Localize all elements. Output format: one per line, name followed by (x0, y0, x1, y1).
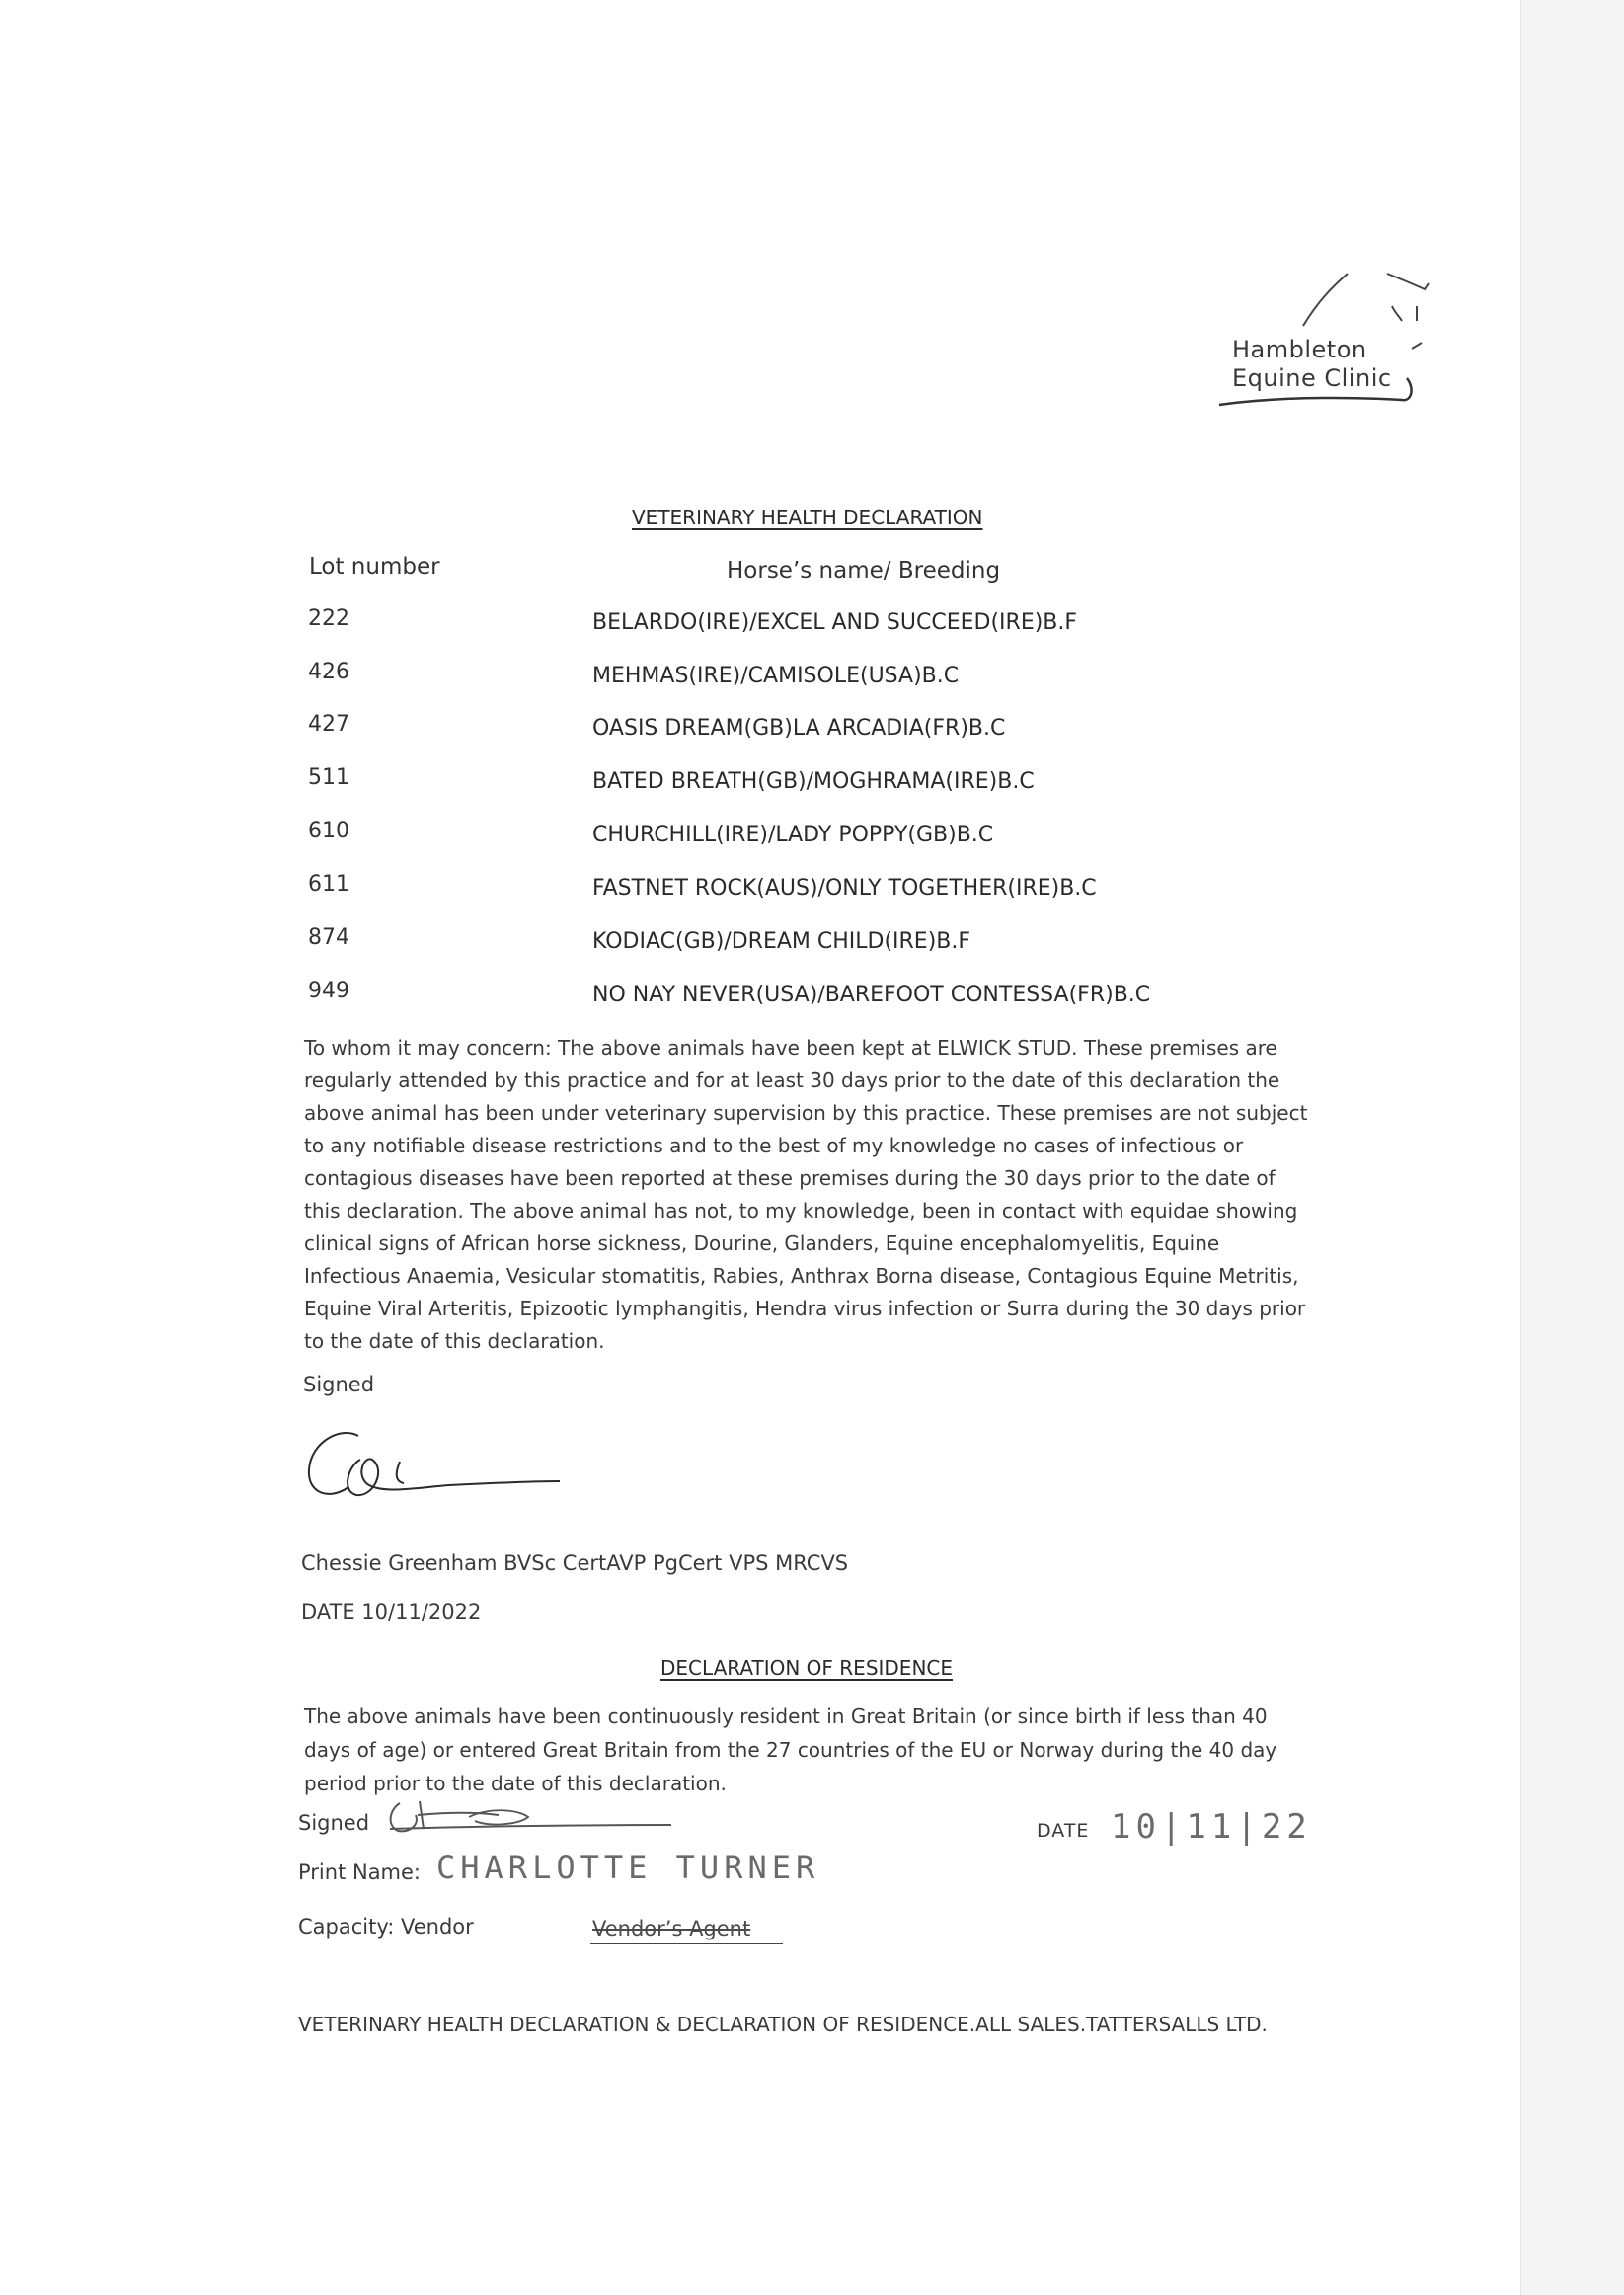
vendor-agent-underline (590, 1943, 783, 1944)
lot-number: 611 (308, 872, 349, 897)
clinic-name-line1: Hambleton (1232, 336, 1367, 363)
paragraph-line: to the date of this declaration. (304, 1329, 605, 1353)
vet-signature (301, 1422, 568, 1511)
print-name-handwritten: CHARLOTTE TURNER (436, 1849, 820, 1886)
capacity-label: Capacity: Vendor (298, 1915, 474, 1939)
vendor-date-handwritten: 10|11|22 (1111, 1807, 1312, 1847)
paragraph-line: Infectious Anaemia, Vesicular stomatitis, Rabies, Anthrax Borna disease, Contagious Equine Metritis, (304, 1264, 1299, 1288)
lot-number: 949 (308, 979, 349, 1003)
declaration-title: VETERINARY HEALTH DECLARATION (632, 506, 983, 529)
clinic-name-line2: Equine Clinic (1232, 364, 1392, 392)
lot-number-header: Lot number (309, 554, 440, 580)
paragraph-line: this declaration. The above animal has not, to my knowledge, been in contact with equidae showing (304, 1199, 1298, 1223)
horse-breeding: BATED BREATH(GB)/MOGHRAMA(IRE)B.C (592, 769, 1035, 794)
lot-number: 426 (308, 660, 349, 684)
vet-date: DATE 10/11/2022 (301, 1600, 482, 1623)
horse-breeding: OASIS DREAM(GB)LA ARCADIA(FR)B.C (592, 716, 1006, 741)
horse-breeding: BELARDO(IRE)/EXCEL AND SUCCEED(IRE)B.F (592, 610, 1078, 635)
residence-title: DECLARATION OF RESIDENCE (660, 1656, 954, 1680)
vendor-signed-label: Signed (298, 1811, 370, 1835)
paragraph-line: The above animals have been continuously resident in Great Britain (or since birth if less than 40 (304, 1704, 1268, 1728)
clinic-name (1232, 336, 1392, 393)
paragraph-line: above animal has been under veterinary supervision by this practice. These premises are not subject (304, 1101, 1308, 1125)
horse-breeding: FASTNET ROCK(AUS)/ONLY TOGETHER(IRE)B.C (592, 876, 1097, 901)
horse-breeding: CHURCHILL(IRE)/LADY POPPY(GB)B.C (592, 823, 994, 847)
horse-breeding: NO NAY NEVER(USA)/BAREFOOT CONTESSA(FR)B.C (592, 983, 1151, 1007)
vendor-signature (380, 1795, 676, 1845)
vendor-agent-struck: Vendor’s Agent (592, 1917, 751, 1940)
residence-paragraph (304, 1700, 1321, 1800)
lot-number: 874 (308, 925, 349, 950)
vet-signed-label: Signed (303, 1373, 375, 1396)
lot-number: 610 (308, 819, 349, 843)
horse-breeding: KODIAC(GB)/DREAM CHILD(IRE)B.F (592, 929, 971, 954)
scan-edge (1520, 0, 1624, 2295)
lot-number: 427 (308, 712, 349, 737)
paragraph-line: clinical signs of African horse sickness, Dourine, Glanders, Equine encephalomyelitis, Equine (304, 1231, 1220, 1255)
paragraph-line: Equine Viral Arteritis, Epizootic lymphangitis, Hendra virus infection or Surra during the 30 days prior (304, 1297, 1306, 1320)
paragraph-line: contagious diseases have been reported at these premises during the 30 days prior to the date of (304, 1166, 1276, 1190)
vet-name: Chessie Greenham BVSc CertAVP PgCert VPS MRCVS (301, 1551, 849, 1575)
paragraph-line: regularly attended by this practice and for at least 30 days prior to the date of this declaration the (304, 1068, 1280, 1092)
vendor-date-label: DATE (1037, 1820, 1090, 1842)
horse-name-header: Horse’s name/ Breeding (727, 558, 1001, 584)
declaration-paragraph (304, 1032, 1321, 1358)
paragraph-line: days of age) or entered Great Britain from the 27 countries of the EU or Norway during the 40 day (304, 1738, 1277, 1762)
footer-text: VETERINARY HEALTH DECLARATION & DECLARATION OF RESIDENCE.ALL SALES.TATTERSALLS LTD. (298, 2013, 1268, 2036)
lot-number: 511 (308, 765, 349, 790)
paragraph-line: To whom it may concern: The above animals have been kept at ELWICK STUD. These premises are (304, 1036, 1277, 1060)
lot-number: 222 (308, 606, 349, 631)
paragraph-line: period prior to the date of this declaration. (304, 1772, 727, 1795)
print-name-label: Print Name: (298, 1860, 422, 1884)
horse-breeding: MEHMAS(IRE)/CAMISOLE(USA)B.C (592, 664, 960, 688)
paragraph-line: to any notifiable disease restrictions and to the best of my knowledge no cases of infectious or (304, 1134, 1244, 1157)
